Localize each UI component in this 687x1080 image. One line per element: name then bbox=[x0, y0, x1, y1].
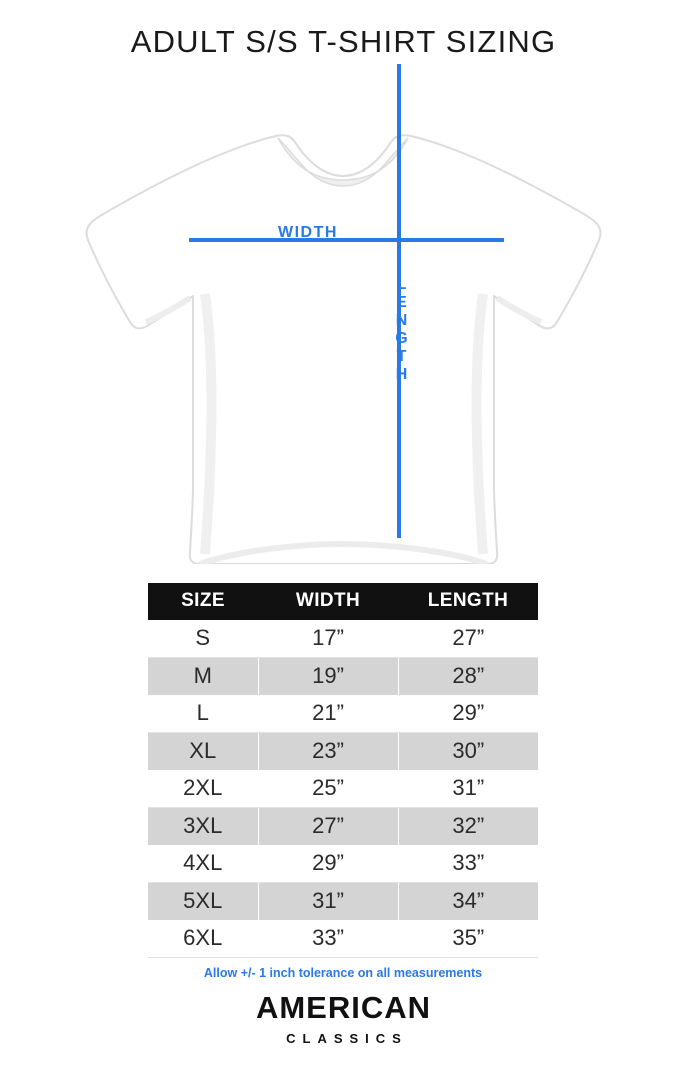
cell-size: 3XL bbox=[148, 808, 258, 846]
table-row bbox=[148, 808, 538, 846]
cell-width: 25” bbox=[258, 770, 398, 808]
cell-length: 28” bbox=[398, 658, 538, 696]
cell-size: XL bbox=[148, 733, 258, 771]
cell-length: 34” bbox=[398, 883, 538, 921]
tolerance-note: Allow +/- 1 inch tolerance on all measurements bbox=[203, 966, 483, 980]
table-header-row bbox=[148, 583, 538, 620]
tshirt-illustration bbox=[0, 64, 687, 564]
cell-length: 30” bbox=[398, 733, 538, 771]
cell-length: 29” bbox=[398, 695, 538, 733]
table-row bbox=[148, 658, 538, 696]
cell-size: 2XL bbox=[148, 770, 258, 808]
table-row bbox=[148, 770, 538, 808]
cell-width: 17” bbox=[258, 620, 398, 658]
header-length: LENGTH bbox=[398, 583, 538, 620]
shirt-diagram bbox=[0, 64, 687, 564]
table-row bbox=[148, 733, 538, 771]
cell-size: L bbox=[148, 695, 258, 733]
cell-width: 29” bbox=[258, 845, 398, 883]
width-label: WIDTH bbox=[278, 224, 338, 241]
cell-length: 35” bbox=[398, 920, 538, 958]
size-table bbox=[148, 583, 538, 958]
cell-size: 4XL bbox=[148, 845, 258, 883]
cell-size: 5XL bbox=[148, 883, 258, 921]
table-row bbox=[148, 845, 538, 883]
cell-length: 33” bbox=[398, 845, 538, 883]
brand-footer bbox=[0, 990, 687, 1046]
cell-length: 32” bbox=[398, 808, 538, 846]
cell-width: 31” bbox=[258, 883, 398, 921]
cell-length: 27” bbox=[398, 620, 538, 658]
cell-width: 21” bbox=[258, 695, 398, 733]
table-row bbox=[148, 883, 538, 921]
cell-width: 19” bbox=[258, 658, 398, 696]
brand-name: AMERICAN bbox=[255, 990, 432, 1025]
cell-width: 27” bbox=[258, 808, 398, 846]
table-row bbox=[148, 620, 538, 658]
header-size: SIZE bbox=[148, 583, 258, 620]
cell-width: 33” bbox=[258, 920, 398, 958]
size-table-container bbox=[148, 583, 538, 980]
length-label: LENGTH bbox=[393, 276, 410, 384]
brand-tagline: CLASSICS bbox=[286, 1031, 408, 1046]
cell-length: 31” bbox=[398, 770, 538, 808]
table-row bbox=[148, 695, 538, 733]
page-title: ADULT S/S T-SHIRT SIZING bbox=[130, 24, 557, 59]
cell-size: 6XL bbox=[148, 920, 258, 958]
cell-width: 23” bbox=[258, 733, 398, 771]
tshirt-shape bbox=[87, 135, 601, 564]
cell-size: S bbox=[148, 620, 258, 658]
table-row bbox=[148, 920, 538, 958]
header-width: WIDTH bbox=[258, 583, 398, 620]
cell-size: M bbox=[148, 658, 258, 696]
